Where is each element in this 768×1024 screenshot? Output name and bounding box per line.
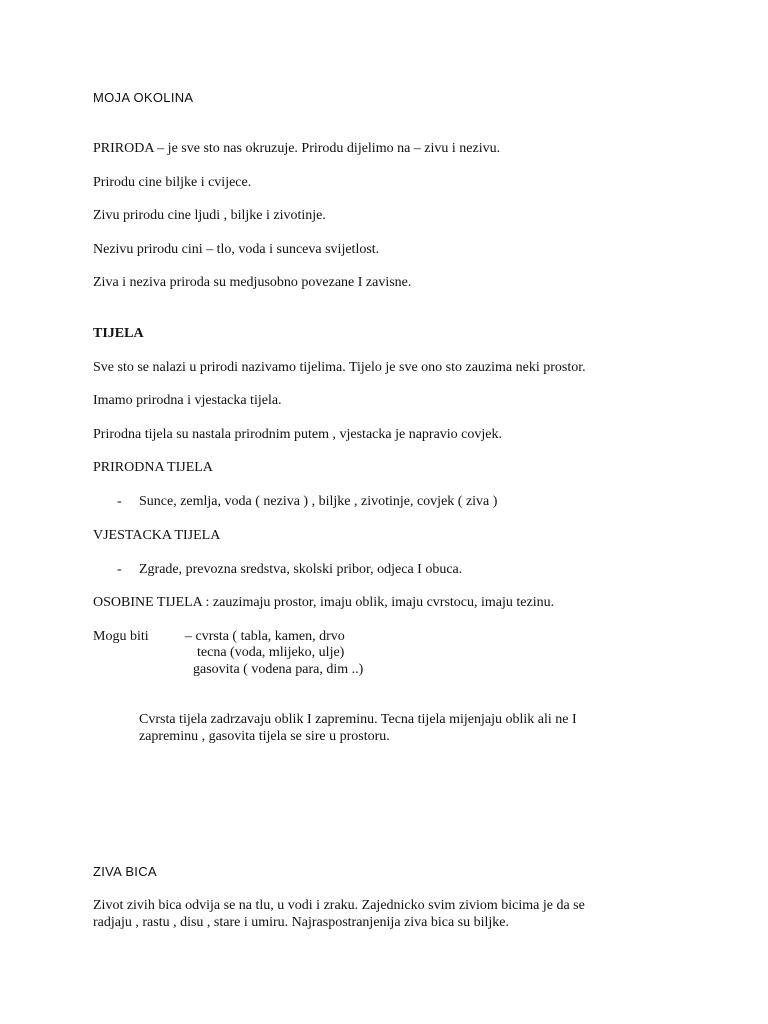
ziva-bica-line-2: radjaju , rastu , disu , stare i umiru. Najraspostranjenija ziva bica su biljke. <box>93 915 509 930</box>
ziva-bica-heading: ZIVA BICA <box>93 864 157 879</box>
tijela-line-2: Imamo prirodna i vjestacka tijela. <box>93 393 282 408</box>
priroda-line-4: Nezivu prirodu cini – tlo, voda i sunceva svijetlost. <box>93 242 380 257</box>
vjestacka-tijela-list-item: Zgrade, prevozna sredstva, skolski pribor, odjeca I obuca. <box>139 562 463 577</box>
prirodna-tijela-heading: PRIRODNA TIJELA <box>93 460 213 475</box>
state-solid: – cvrsta ( tabla, kamen, drvo <box>185 629 345 644</box>
state-liquid: tecna (voda, mlijeko, ulje) <box>197 645 345 660</box>
bullet-dash: - <box>117 494 122 509</box>
state-gas: gasovita ( vodena para, dim ..) <box>193 662 364 677</box>
states-note-line-2: zapreminu , gasovita tijela se sire u prostoru. <box>139 729 390 744</box>
mogu-biti-label: Mogu biti <box>93 629 149 644</box>
ziva-bica-line-1: Zivot zivih bica odvija se na tlu, u vodi i zraku. Zajednicko svim ziviom bicima je da se <box>93 898 585 913</box>
priroda-definition: PRIRODA – je sve sto nas okruzuje. Prirodu dijelimo na – zivu i nezivu. <box>93 141 501 156</box>
bullet-dash: - <box>117 562 122 577</box>
tijela-line-3: Prirodna tijela su nastala prirodnim putem , vjestacka je napravio covjek. <box>93 427 502 442</box>
states-note-line-1: Cvrsta tijela zadrzavaju oblik I zapreminu. Tecna tijela mijenjaju oblik ali ne I <box>139 712 577 727</box>
prirodna-tijela-list-item: Sunce, zemlja, voda ( neziva ) , biljke , zivotinje, covjek ( ziva ) <box>139 494 498 509</box>
priroda-line-5: Ziva i neziva priroda su medjusobno povezane I zavisne. <box>93 275 412 290</box>
tijela-line-1: Sve sto se nalazi u prirodi nazivamo tijelima. Tijelo je sve ono sto zauzima neki prostor. <box>93 360 586 375</box>
page-title: MOJA OKOLINA <box>93 90 194 105</box>
priroda-line-2: Prirodu cine biljke i cvijece. <box>93 175 252 190</box>
tijela-heading: TIJELA <box>93 326 144 341</box>
vjestacka-tijela-heading: VJESTACKA TIJELA <box>93 528 221 543</box>
osobine-tijela: OSOBINE TIJELA : zauzimaju prostor, imaju oblik, imaju cvrstocu, imaju tezinu. <box>93 595 555 610</box>
priroda-line-3: Zivu prirodu cine ljudi , biljke i zivotinje. <box>93 208 326 223</box>
